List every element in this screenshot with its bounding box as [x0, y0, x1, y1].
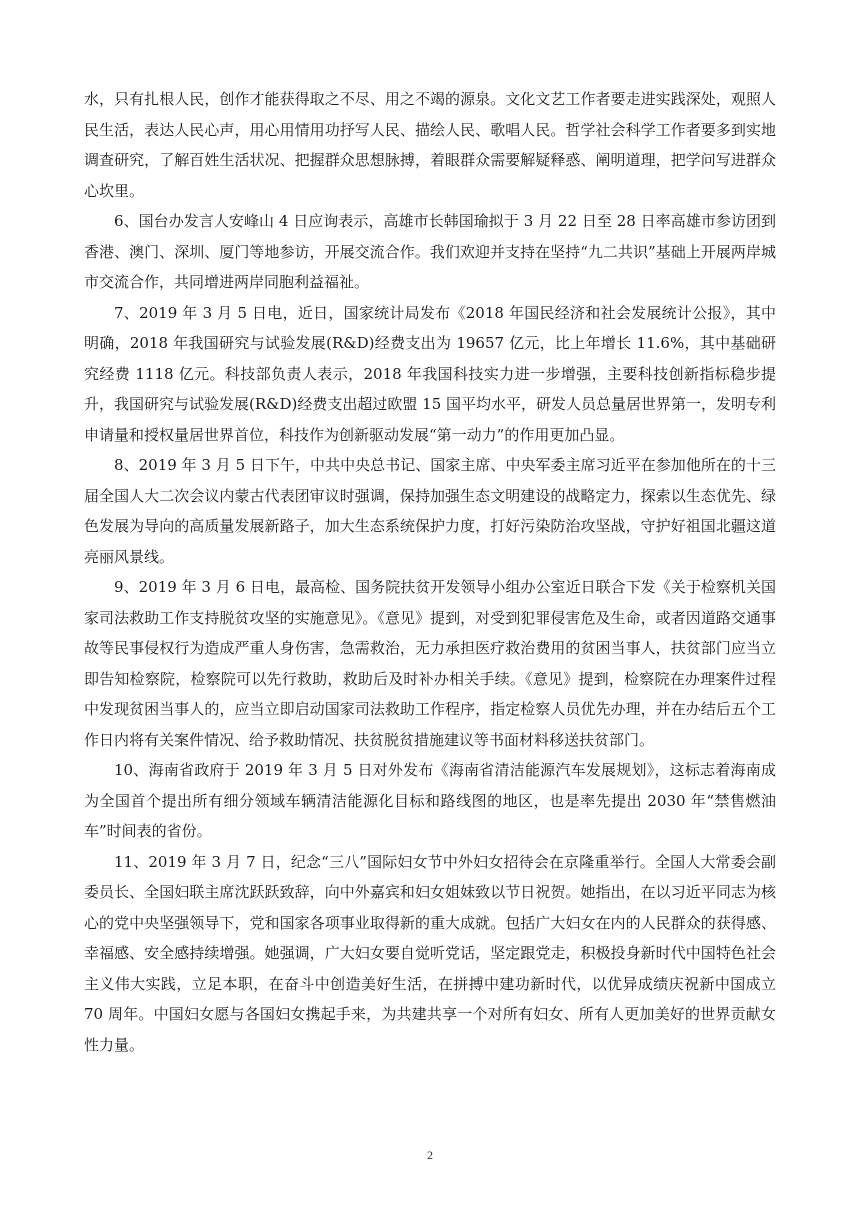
paragraph-continuation: 水，只有扎根人民，创作才能获得取之不尽、用之不竭的源泉。文化文艺工作者要走进实践深处，观照人民生活，表达人民心声，用心用情用功抒写人民、描绘人民、歌唱人民。哲学社会科学工作者要多到实地调查研究，了解百姓生活状况、把握群众思想脉搏，着眼群众需要解疑释惑、阐明道理，把学问写进群众心坎里。 [84, 90, 776, 200]
paragraph-item-7: 7、2019 年 3 月 5 日电，近日，国家统计局发布《2018 年国民经济和社会发展统计公报》，其中明确，2018 年我国研究与试验发展(R&D)经费支出为 19657 亿元，比上年增长 11.6%，其中基础研究经费 1118 亿元。科技部负责人表示，2018 年我国科技实力进一步增强，主要科技创新指标稳步提升，我国研究与试验发展(R&D)经费支出超过欧盟 15 国平均水平，研发人员总量居世界第一，发明专利申请量和授权量居世界首位，科技作为创新驱动发展“第一动力”的作用更加凸显。 [84, 303, 777, 444]
document-body [84, 84, 776, 1060]
paragraph-item-11: 11、2019 年 3 月 7 日，纪念“三八”国际妇女节中外妇女招待会在京隆重举行。全国人大常委会副委员长、全国妇联主席沈跃跃致辞，向中外嘉宾和妇女姐妹致以节日祝贺。她指出，在以习近平同志为核心的党中央坚强领导下，党和国家各项事业取得新的重大成就。包括广大妇女在内的人民群众的获得感、幸福感、安全感持续增强。她强调，广大妇女要自觉听党话，坚定跟党走，积极投身新时代中国特色社会主义伟大实践，立足本职，在奋斗中创造美好生活，在拼搏中建功新时代，以优异成绩庆祝新中国成立 70 周年。中国妇女愿与各国妇女携起手来，为共建共享一个对所有妇女、所有人更加美好的世界贡献女性力量。 [84, 852, 776, 1054]
paragraph-item-10: 10、海南省政府于 2019 年 3 月 5 日对外发布《海南省清洁能源汽车发展规划》，这标志着海南成为全国首个提出所有细分领域车辆清洁能源化目标和路线图的地区，也是率先提出 2030 年“禁售燃油车”时间表的省份。 [84, 761, 776, 840]
paragraph-item-6: 6、国台办发言人安峰山 4 日应询表示，高雄市长韩国瑜拟于 3 月 22 日至 28 日率高雄市参访团到香港、澳门、深圳、厦门等地参访，开展交流合作。我们欢迎并支持在坚持“九二共识”基础上开展两岸城市交流合作，共同增进两岸同胞利益福祉。 [84, 212, 776, 291]
paragraph-item-8: 8、2019 年 3 月 5 日下午，中共中央总书记、国家主席、中央军委主席习近平在参加他所在的十三届全国人大二次会议内蒙古代表团审议时强调，保持加强生态文明建设的战略定力，探索以生态优先、绿色发展为导向的高质量发展新路子，加大生态系统保护力度，打好污染防治攻坚战，守护好祖国北疆这道亮丽风景线。 [84, 456, 776, 566]
page-number: 2 [427, 1148, 433, 1162]
paragraph-item-9: 9、2019 年 3 月 6 日电，最高检、国务院扶贫开发领导小组办公室近日联合下发《关于检察机关国家司法救助工作支持脱贫攻坚的实施意见》。《意见》提到，对受到犯罪侵害危及生命，或者因道路交通事故等民事侵权行为造成严重人身伤害，急需救治，无力承担医疗救治费用的贫困当事人，扶贫部门应当立即告知检察院，检察院可以先行救助，救助后及时补办相关手续。《意见》提到，检察院在办理案件过程中发现贫困当事人的，应当立即启动国家司法救助工作程序，指定检察人员优先办理，并在办结后五个工作日内将有关案件情况、给予救助情况、扶贫脱贫措施建议等书面材料移送扶贫部门。 [84, 578, 776, 749]
